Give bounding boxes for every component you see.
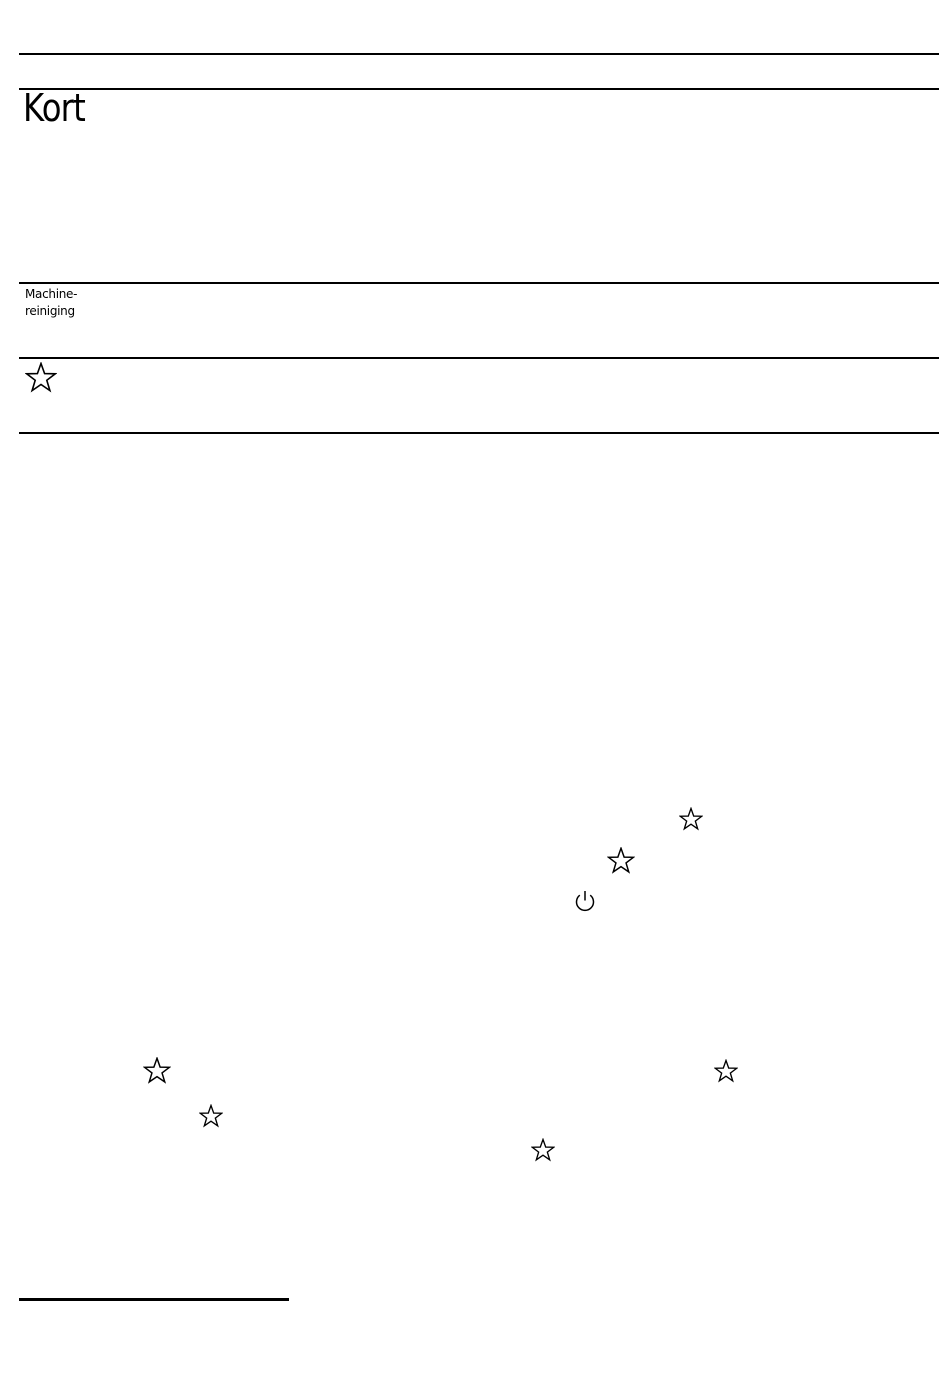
star-outline-icon [607,847,635,874]
star-outline-icon [143,1057,171,1084]
table-bottom-rule [19,432,939,434]
star-outline-icon [531,1138,555,1162]
star-outline-icon [25,362,57,393]
star-outline-icon [199,1104,223,1128]
footnote-rule [19,1298,289,1301]
star-outline-icon [679,807,703,831]
program-label [25,286,77,320]
power-icon [573,889,597,913]
page-title: Kort [23,86,85,130]
table-header-rule [19,88,939,90]
program-label-text: Machine- reiniging [25,287,78,318]
table-row-rule [19,357,939,359]
table-row-rule [19,282,939,284]
table-top-rule [19,53,939,55]
star-outline-icon [714,1059,738,1083]
